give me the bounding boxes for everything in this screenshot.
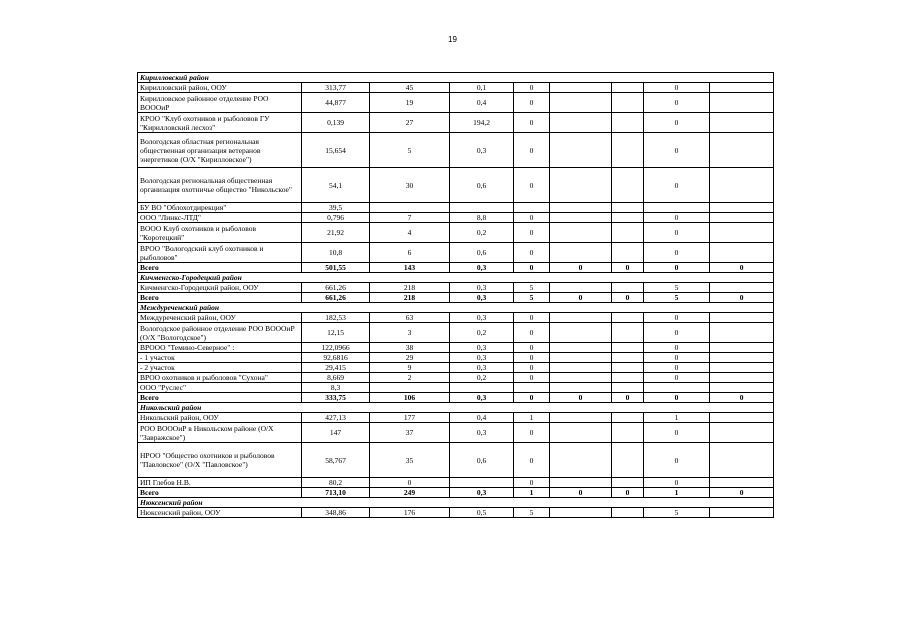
- cell-organization: БУ ВО "Облохотдирекция": [138, 203, 302, 213]
- cell-area: 661,26: [302, 283, 370, 293]
- cell-area: 501,55: [302, 263, 370, 273]
- cell-area: 80,2: [302, 478, 370, 488]
- cell-c7: 0: [612, 393, 644, 403]
- cell-count: 38: [370, 343, 450, 353]
- cell-c6: [550, 443, 612, 478]
- cell-area: 10,8: [302, 243, 370, 263]
- cell-c7: [612, 478, 644, 488]
- table-row: [138, 313, 774, 323]
- table-row: [138, 168, 774, 203]
- cell-density: 0,2: [450, 223, 514, 243]
- cell-c5: 1: [514, 413, 550, 423]
- cell-organization: ВООО Клуб охотников и рыболовов "Коротецкий": [138, 223, 302, 243]
- cell-c8: 0: [644, 83, 710, 93]
- table-row: [138, 133, 774, 168]
- cell-c5: 0: [514, 363, 550, 373]
- cell-c7: [612, 508, 644, 518]
- cell-organization: Кирилловское районное отделение РОО ВОООиР: [138, 93, 302, 113]
- cell-c9: [710, 283, 774, 293]
- cell-c5: 0: [514, 313, 550, 323]
- page-number: 19: [448, 35, 457, 44]
- cell-c5: 0: [514, 443, 550, 478]
- cell-c9: [710, 323, 774, 343]
- cell-c6: [550, 113, 612, 133]
- cell-c5: 0: [514, 213, 550, 223]
- cell-c7: [612, 133, 644, 168]
- cell-c8: 1: [644, 488, 710, 498]
- cell-area: 39,5: [302, 203, 370, 213]
- district-name: Нюксенский район: [138, 498, 774, 508]
- table-row: [138, 373, 774, 383]
- district-header-row: [138, 273, 774, 283]
- cell-c6: [550, 223, 612, 243]
- cell-density: 0,4: [450, 413, 514, 423]
- cell-area: 15,654: [302, 133, 370, 168]
- cell-c6: [550, 508, 612, 518]
- cell-c6: [550, 168, 612, 203]
- cell-c5: 0: [514, 423, 550, 443]
- cell-c9: [710, 363, 774, 373]
- cell-count: 45: [370, 83, 450, 93]
- cell-area: 713,10: [302, 488, 370, 498]
- cell-c7: 0: [612, 293, 644, 303]
- table-row: [138, 363, 774, 373]
- cell-c6: [550, 353, 612, 363]
- cell-count: 6: [370, 243, 450, 263]
- table-row: [138, 478, 774, 488]
- cell-c5: 0: [514, 343, 550, 353]
- table-row: [138, 283, 774, 293]
- cell-c9: [710, 423, 774, 443]
- district-header-row: [138, 303, 774, 313]
- cell-count: [370, 383, 450, 393]
- cell-c7: [612, 353, 644, 363]
- cell-organization: Всего: [138, 263, 302, 273]
- cell-c8: 0: [644, 373, 710, 383]
- cell-organization: Всего: [138, 293, 302, 303]
- cell-c9: [710, 383, 774, 393]
- cell-organization: Междуреченский район, ООУ: [138, 313, 302, 323]
- cell-density: 0,3: [450, 393, 514, 403]
- table-row: [138, 323, 774, 343]
- cell-c9: [710, 133, 774, 168]
- cell-c9: [710, 223, 774, 243]
- table-row: [138, 213, 774, 223]
- district-header-row: [138, 403, 774, 413]
- cell-c5: 1: [514, 488, 550, 498]
- table-row: [138, 83, 774, 93]
- cell-c9: [710, 413, 774, 423]
- cell-c8: 0: [644, 343, 710, 353]
- cell-area: 21,92: [302, 223, 370, 243]
- cell-count: 218: [370, 293, 450, 303]
- cell-area: 8,669: [302, 373, 370, 383]
- cell-c8: 0: [644, 423, 710, 443]
- cell-organization: ООО "Руслес": [138, 383, 302, 393]
- cell-area: 54,1: [302, 168, 370, 203]
- table-row: [138, 413, 774, 423]
- cell-c9: 0: [710, 293, 774, 303]
- cell-area: 348,86: [302, 508, 370, 518]
- cell-c6: [550, 283, 612, 293]
- cell-organization: РОО ВОООиР в Никольском районе (О/Х "Завражское"): [138, 423, 302, 443]
- cell-organization: Вологодская региональная общественная организация охотничье общество "Никольское": [138, 168, 302, 203]
- table-row: [138, 508, 774, 518]
- cell-area: 333,75: [302, 393, 370, 403]
- cell-c7: 0: [612, 488, 644, 498]
- cell-count: 249: [370, 488, 450, 498]
- cell-count: 176: [370, 508, 450, 518]
- cell-c9: [710, 343, 774, 353]
- cell-c5: 5: [514, 283, 550, 293]
- cell-c7: [612, 213, 644, 223]
- cell-count: 143: [370, 263, 450, 273]
- cell-count: 27: [370, 113, 450, 133]
- cell-c9: [710, 113, 774, 133]
- cell-density: 0,5: [450, 508, 514, 518]
- cell-area: 12,15: [302, 323, 370, 343]
- cell-count: 37: [370, 423, 450, 443]
- cell-c8: 0: [644, 113, 710, 133]
- cell-c6: [550, 243, 612, 263]
- cell-c9: 0: [710, 393, 774, 403]
- cell-c7: [612, 83, 644, 93]
- cell-c7: 0: [612, 263, 644, 273]
- cell-area: 122,0966: [302, 343, 370, 353]
- table-row: [138, 343, 774, 353]
- cell-c5: 0: [514, 263, 550, 273]
- cell-c8: [644, 203, 710, 213]
- cell-density: 0,3: [450, 293, 514, 303]
- cell-c9: 0: [710, 263, 774, 273]
- cell-c6: [550, 363, 612, 373]
- district-name: Междуреченский район: [138, 303, 774, 313]
- cell-count: 0: [370, 478, 450, 488]
- cell-organization: Всего: [138, 488, 302, 498]
- cell-c6: [550, 373, 612, 383]
- cell-c8: 0: [644, 363, 710, 373]
- cell-c7: [612, 113, 644, 133]
- cell-c9: 0: [710, 488, 774, 498]
- cell-count: 63: [370, 313, 450, 323]
- total-row: [138, 488, 774, 498]
- cell-c5: 0: [514, 223, 550, 243]
- cell-c9: [710, 478, 774, 488]
- cell-c8: 5: [644, 508, 710, 518]
- cell-organization: - 1 участок: [138, 353, 302, 363]
- cell-organization: Никольский район, ООУ: [138, 413, 302, 423]
- cell-density: 0,3: [450, 363, 514, 373]
- cell-area: 427,13: [302, 413, 370, 423]
- cell-c8: 0: [644, 213, 710, 223]
- cell-c7: [612, 373, 644, 383]
- cell-organization: Кичменгско-Городецкий район, ООУ: [138, 283, 302, 293]
- cell-density: 0,1: [450, 83, 514, 93]
- cell-c7: [612, 413, 644, 423]
- cell-c9: [710, 243, 774, 263]
- cell-area: 661,26: [302, 293, 370, 303]
- cell-density: 0,6: [450, 168, 514, 203]
- cell-c8: 0: [644, 478, 710, 488]
- cell-c8: 0: [644, 243, 710, 263]
- cell-c9: [710, 168, 774, 203]
- cell-c8: 5: [644, 293, 710, 303]
- cell-c5: 0: [514, 323, 550, 343]
- cell-c7: [612, 283, 644, 293]
- cell-density: [450, 203, 514, 213]
- cell-density: 194,2: [450, 113, 514, 133]
- cell-c7: [612, 363, 644, 373]
- cell-c6: [550, 313, 612, 323]
- cell-c8: 0: [644, 323, 710, 343]
- cell-density: 0,2: [450, 373, 514, 383]
- cell-c5: 0: [514, 168, 550, 203]
- cell-c6: [550, 478, 612, 488]
- cell-density: 0,6: [450, 243, 514, 263]
- total-row: [138, 293, 774, 303]
- cell-c7: [612, 93, 644, 113]
- cell-c8: 5: [644, 283, 710, 293]
- cell-c9: [710, 203, 774, 213]
- cell-organization: ВРОО охотников и рыболовов "Сухона": [138, 373, 302, 383]
- cell-count: 29: [370, 353, 450, 363]
- cell-c6: [550, 93, 612, 113]
- cell-area: 8,3: [302, 383, 370, 393]
- cell-count: 177: [370, 413, 450, 423]
- cell-count: 19: [370, 93, 450, 113]
- cell-count: 9: [370, 363, 450, 373]
- table-row: [138, 223, 774, 243]
- district-header-row: [138, 498, 774, 508]
- cell-c5: 0: [514, 478, 550, 488]
- cell-c6: 0: [550, 393, 612, 403]
- cell-c6: 0: [550, 488, 612, 498]
- cell-c8: 0: [644, 313, 710, 323]
- cell-density: [450, 478, 514, 488]
- cell-organization: ВРООО "Темино-Северное" :: [138, 343, 302, 353]
- cell-c9: [710, 508, 774, 518]
- cell-area: 29,415: [302, 363, 370, 373]
- cell-area: 147: [302, 423, 370, 443]
- statistics-table: [137, 72, 774, 518]
- cell-c6: 0: [550, 293, 612, 303]
- cell-area: 44,877: [302, 93, 370, 113]
- cell-c6: [550, 383, 612, 393]
- district-name: Кирилловский район: [138, 73, 774, 83]
- table-row: [138, 443, 774, 478]
- cell-organization: Кирилловский район, ООУ: [138, 83, 302, 93]
- table-row: [138, 93, 774, 113]
- cell-c8: 0: [644, 223, 710, 243]
- cell-c7: [612, 423, 644, 443]
- district-header-row: [138, 73, 774, 83]
- cell-organization: НРОО "Общество охотников и рыболовов "Павловское" (О/Х "Павловское"): [138, 443, 302, 478]
- cell-c9: [710, 93, 774, 113]
- cell-c7: [612, 323, 644, 343]
- cell-c8: 0: [644, 263, 710, 273]
- cell-c9: [710, 313, 774, 323]
- cell-c5: 0: [514, 243, 550, 263]
- cell-organization: Нюксенский район, ООУ: [138, 508, 302, 518]
- cell-c8: 1: [644, 413, 710, 423]
- cell-c7: [612, 243, 644, 263]
- cell-count: 7: [370, 213, 450, 223]
- cell-c7: [612, 203, 644, 213]
- cell-c6: [550, 133, 612, 168]
- cell-c8: 0: [644, 393, 710, 403]
- cell-c5: 0: [514, 373, 550, 383]
- cell-count: 4: [370, 223, 450, 243]
- cell-area: 92,6816: [302, 353, 370, 363]
- cell-c7: [612, 443, 644, 478]
- cell-area: 182,53: [302, 313, 370, 323]
- cell-c5: [514, 383, 550, 393]
- cell-c7: [612, 168, 644, 203]
- cell-c7: [612, 313, 644, 323]
- cell-c9: [710, 83, 774, 93]
- cell-c8: [644, 383, 710, 393]
- cell-area: 0,796: [302, 213, 370, 223]
- cell-count: 5: [370, 133, 450, 168]
- cell-c5: 0: [514, 353, 550, 363]
- cell-density: 0,3: [450, 353, 514, 363]
- cell-c8: 0: [644, 168, 710, 203]
- cell-c6: [550, 413, 612, 423]
- cell-c7: [612, 343, 644, 353]
- cell-count: 2: [370, 373, 450, 383]
- cell-c6: [550, 203, 612, 213]
- cell-area: 0,139: [302, 113, 370, 133]
- cell-density: 0,3: [450, 313, 514, 323]
- cell-c6: [550, 83, 612, 93]
- cell-density: 0,3: [450, 423, 514, 443]
- cell-area: 58,767: [302, 443, 370, 478]
- cell-organization: Вологодская областная региональная общественная организация ветеранов энергетиков (О/Х "Кирилловское"): [138, 133, 302, 168]
- cell-c9: [710, 213, 774, 223]
- cell-density: 0,3: [450, 283, 514, 293]
- cell-c6: [550, 343, 612, 353]
- cell-density: 0,2: [450, 323, 514, 343]
- cell-density: 0,4: [450, 93, 514, 113]
- cell-organization: - 2 участок: [138, 363, 302, 373]
- cell-c6: [550, 423, 612, 443]
- table-row: [138, 203, 774, 213]
- cell-count: 35: [370, 443, 450, 478]
- cell-c7: [612, 223, 644, 243]
- cell-c6: 0: [550, 263, 612, 273]
- table-row: [138, 113, 774, 133]
- cell-organization: ООО "Линкс-ЛТД": [138, 213, 302, 223]
- cell-c8: 0: [644, 93, 710, 113]
- cell-organization: ВРОО "Вологодский клуб охотников и рыболовов": [138, 243, 302, 263]
- cell-count: 30: [370, 168, 450, 203]
- cell-c5: 0: [514, 133, 550, 168]
- cell-c8: 0: [644, 353, 710, 363]
- cell-count: [370, 203, 450, 213]
- cell-c6: [550, 213, 612, 223]
- cell-c9: [710, 373, 774, 383]
- cell-density: [450, 383, 514, 393]
- cell-organization: Всего: [138, 393, 302, 403]
- cell-density: 0,3: [450, 343, 514, 353]
- cell-c8: 0: [644, 443, 710, 478]
- cell-count: 218: [370, 283, 450, 293]
- cell-c5: 5: [514, 508, 550, 518]
- total-row: [138, 393, 774, 403]
- cell-c5: 0: [514, 93, 550, 113]
- cell-c5: 0: [514, 393, 550, 403]
- cell-organization: Вологодское районное отделение РОО ВОООиР (О/Х "Вологодское"): [138, 323, 302, 343]
- table-row: [138, 243, 774, 263]
- cell-count: 106: [370, 393, 450, 403]
- district-name: Никольский район: [138, 403, 774, 413]
- cell-density: 0,3: [450, 133, 514, 168]
- table-row: [138, 423, 774, 443]
- cell-c9: [710, 443, 774, 478]
- total-row: [138, 263, 774, 273]
- cell-organization: ИП Глебов Н.В.: [138, 478, 302, 488]
- cell-c6: [550, 323, 612, 343]
- table-row: [138, 383, 774, 393]
- district-name: Кичменгско-Городецкий район: [138, 273, 774, 283]
- cell-c8: 0: [644, 133, 710, 168]
- cell-c5: 0: [514, 83, 550, 93]
- cell-density: 0,3: [450, 488, 514, 498]
- cell-organization: КРОО "Клуб охотников и рыболовов ГУ "Кирилловский лесхоз": [138, 113, 302, 133]
- cell-density: 0,3: [450, 263, 514, 273]
- cell-c5: [514, 203, 550, 213]
- cell-c5: 5: [514, 293, 550, 303]
- cell-area: 313,77: [302, 83, 370, 93]
- cell-density: 8,8: [450, 213, 514, 223]
- table-row: [138, 353, 774, 363]
- cell-count: 3: [370, 323, 450, 343]
- cell-c7: [612, 383, 644, 393]
- cell-density: 0,6: [450, 443, 514, 478]
- cell-c9: [710, 353, 774, 363]
- cell-c5: 0: [514, 113, 550, 133]
